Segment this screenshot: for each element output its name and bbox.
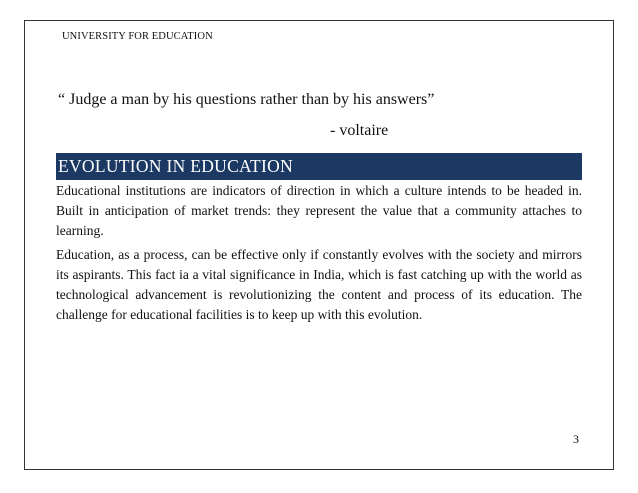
page-number: 3 (573, 432, 579, 446)
org-header: UNIVERSITY FOR EDUCATION (62, 31, 213, 42)
paragraph-1: Educational institutions are indicators of direction in which a culture intends to be headed in. Built in anticipation of market trends: they represent the value that a community attaches to learning. (56, 183, 582, 238)
quote-author: - voltaire (330, 122, 389, 139)
section-title: EVOLUTION IN EDUCATION (58, 156, 294, 176)
quote-text: “ Judge a man by his questions rather than by his answers” (58, 91, 435, 108)
section-title-bar (56, 153, 582, 180)
paragraph-2: Education, as a process, can be effective only if constantly evolves with the society and mirrors its aspirants. This fact ia a vital significance in India, which is fast catching up with the world as technological advancement is revolutionizing the content and process of its education. The challenge for educational facilities is to keep up with this evolution. (56, 247, 582, 322)
